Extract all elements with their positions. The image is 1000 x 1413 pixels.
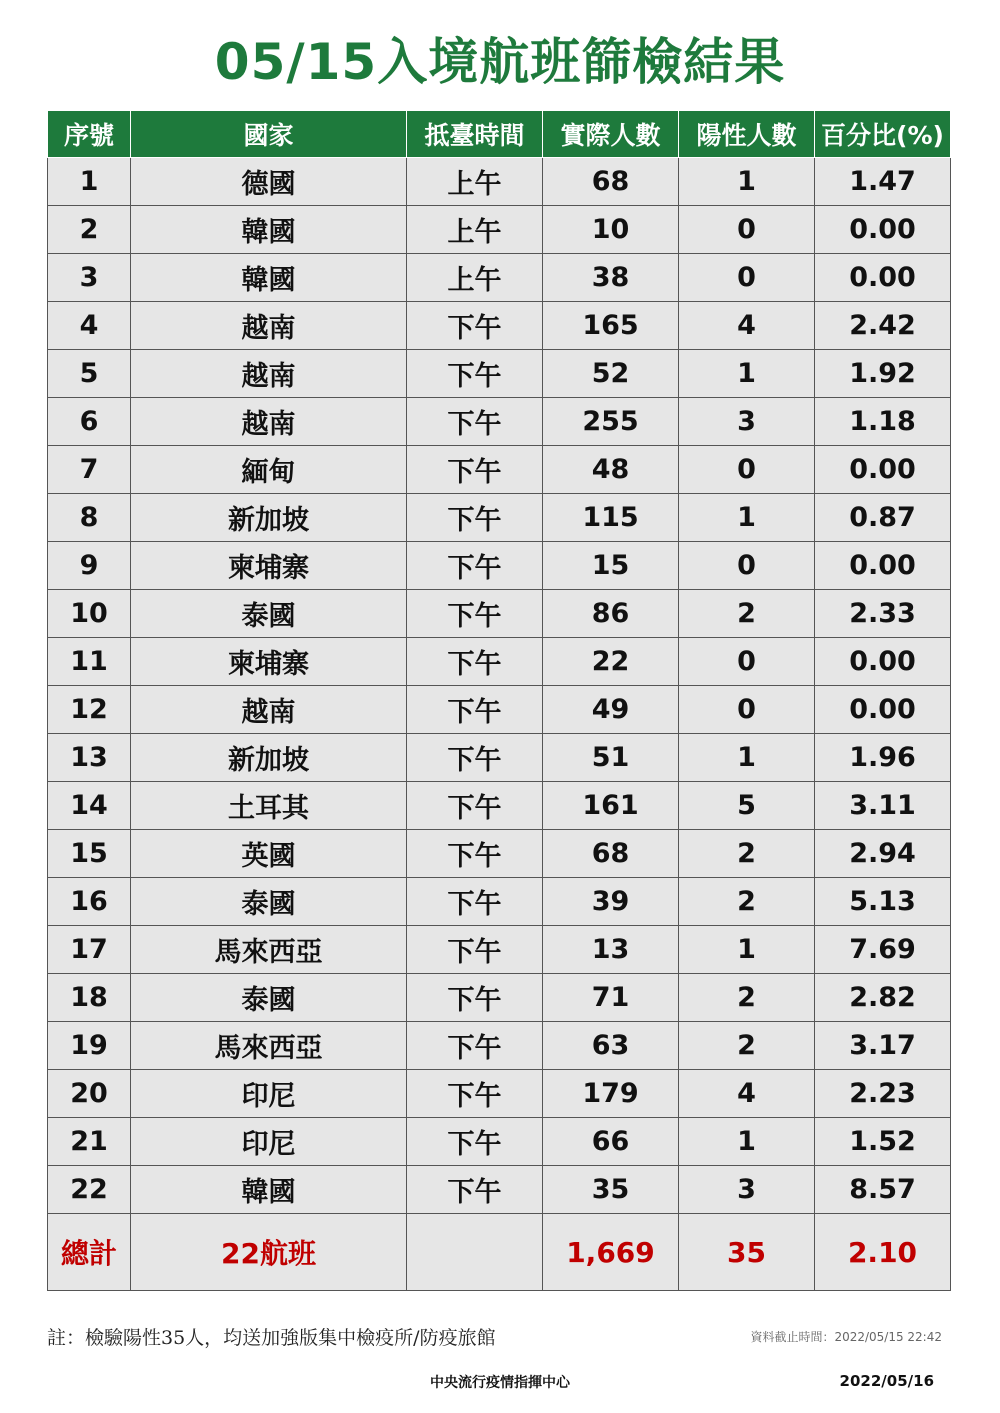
table-row	[48, 254, 951, 302]
cell-positive-count: 0	[679, 542, 815, 590]
cell-arrival-time: 下午	[407, 446, 543, 494]
table-row	[48, 734, 951, 782]
cell-percent: 1.92	[815, 350, 951, 398]
table-row	[48, 446, 951, 494]
cell-serial: 19	[48, 1022, 131, 1070]
cell-actual-count: 35	[543, 1166, 679, 1214]
cell-country: 新加坡	[131, 734, 407, 782]
cell-positive-count: 1	[679, 734, 815, 782]
cell-positive-count: 4	[679, 302, 815, 350]
cell-percent: 8.57	[815, 1166, 951, 1214]
table-row	[48, 1070, 951, 1118]
cell-serial: 13	[48, 734, 131, 782]
cell-country: 印尼	[131, 1118, 407, 1166]
cell-percent: 2.94	[815, 830, 951, 878]
cell-positive-count: 2	[679, 1022, 815, 1070]
total-percent: 2.10	[815, 1214, 951, 1291]
cell-arrival-time: 上午	[407, 158, 543, 206]
cell-percent: 0.00	[815, 542, 951, 590]
cell-positive-count: 0	[679, 206, 815, 254]
cell-percent: 1.52	[815, 1118, 951, 1166]
cell-arrival-time: 下午	[407, 686, 543, 734]
cell-arrival-time: 下午	[407, 974, 543, 1022]
cell-percent: 3.17	[815, 1022, 951, 1070]
cell-positive-count: 0	[679, 638, 815, 686]
cell-country: 緬甸	[131, 446, 407, 494]
cell-serial: 2	[48, 206, 131, 254]
table-row	[48, 926, 951, 974]
issue-date: 2022/05/16	[839, 1372, 934, 1390]
column-header-percent: 百分比(%)	[815, 111, 951, 158]
cell-country: 泰國	[131, 974, 407, 1022]
cell-positive-count: 5	[679, 782, 815, 830]
cell-actual-count: 161	[543, 782, 679, 830]
cell-percent: 1.47	[815, 158, 951, 206]
table-row	[48, 494, 951, 542]
cell-country: 越南	[131, 302, 407, 350]
cell-positive-count: 4	[679, 1070, 815, 1118]
cell-serial: 17	[48, 926, 131, 974]
cell-country: 泰國	[131, 590, 407, 638]
total-blank-cell	[407, 1214, 543, 1291]
cell-positive-count: 2	[679, 878, 815, 926]
cell-actual-count: 68	[543, 830, 679, 878]
page-title: 05/15入境航班篩檢結果	[214, 33, 786, 91]
cell-serial: 4	[48, 302, 131, 350]
cell-positive-count: 1	[679, 158, 815, 206]
cell-actual-count: 49	[543, 686, 679, 734]
cell-actual-count: 255	[543, 398, 679, 446]
table-row	[48, 686, 951, 734]
table-row	[48, 878, 951, 926]
cell-positive-count: 2	[679, 590, 815, 638]
cell-arrival-time: 下午	[407, 734, 543, 782]
cell-arrival-time: 下午	[407, 1070, 543, 1118]
cell-percent: 7.69	[815, 926, 951, 974]
cell-positive-count: 0	[679, 446, 815, 494]
footnote: 註：檢驗陽性35人，均送加強版集中檢疫所/防疫旅館	[47, 1327, 496, 1349]
cell-country: 土耳其	[131, 782, 407, 830]
cell-actual-count: 48	[543, 446, 679, 494]
cell-arrival-time: 下午	[407, 302, 543, 350]
cell-arrival-time: 下午	[407, 830, 543, 878]
cell-country: 泰國	[131, 878, 407, 926]
cell-percent: 5.13	[815, 878, 951, 926]
cell-serial: 11	[48, 638, 131, 686]
cell-arrival-time: 下午	[407, 350, 543, 398]
cell-actual-count: 13	[543, 926, 679, 974]
column-header-actual-count: 實際人數	[543, 111, 679, 158]
total-positive: 35	[679, 1214, 815, 1291]
cell-percent: 0.00	[815, 254, 951, 302]
cell-serial: 8	[48, 494, 131, 542]
total-actual: 1,669	[543, 1214, 679, 1291]
table-row	[48, 1022, 951, 1070]
cell-arrival-time: 下午	[407, 926, 543, 974]
cell-serial: 10	[48, 590, 131, 638]
total-label: 總計	[48, 1214, 131, 1291]
cell-percent: 3.11	[815, 782, 951, 830]
cell-serial: 3	[48, 254, 131, 302]
cell-arrival-time: 下午	[407, 878, 543, 926]
cell-country: 韓國	[131, 1166, 407, 1214]
cell-serial: 15	[48, 830, 131, 878]
cell-percent: 0.00	[815, 206, 951, 254]
cell-arrival-time: 上午	[407, 254, 543, 302]
cell-positive-count: 2	[679, 974, 815, 1022]
cell-positive-count: 0	[679, 254, 815, 302]
cell-arrival-time: 下午	[407, 542, 543, 590]
cell-arrival-time: 下午	[407, 398, 543, 446]
table-row	[48, 542, 951, 590]
cell-percent: 2.82	[815, 974, 951, 1022]
cell-actual-count: 52	[543, 350, 679, 398]
table-row	[48, 1118, 951, 1166]
cell-actual-count: 38	[543, 254, 679, 302]
cell-arrival-time: 下午	[407, 1166, 543, 1214]
cell-country: 新加坡	[131, 494, 407, 542]
cell-actual-count: 68	[543, 158, 679, 206]
column-header-serial: 序號	[48, 111, 131, 158]
column-header-country: 國家	[131, 111, 407, 158]
cell-country: 越南	[131, 398, 407, 446]
cell-country: 越南	[131, 350, 407, 398]
cell-arrival-time: 下午	[407, 590, 543, 638]
cell-positive-count: 3	[679, 1166, 815, 1214]
cell-country: 韓國	[131, 254, 407, 302]
cell-arrival-time: 下午	[407, 1118, 543, 1166]
table-row	[48, 638, 951, 686]
cell-actual-count: 66	[543, 1118, 679, 1166]
cell-actual-count: 22	[543, 638, 679, 686]
cell-arrival-time: 下午	[407, 638, 543, 686]
data-cutoff-time: 資料截止時間：2022/05/15 22:42	[750, 1330, 942, 1344]
cell-country: 越南	[131, 686, 407, 734]
cell-actual-count: 10	[543, 206, 679, 254]
cell-serial: 6	[48, 398, 131, 446]
cell-actual-count: 165	[543, 302, 679, 350]
cell-serial: 7	[48, 446, 131, 494]
cell-actual-count: 179	[543, 1070, 679, 1118]
cell-actual-count: 63	[543, 1022, 679, 1070]
cell-serial: 1	[48, 158, 131, 206]
cell-country: 德國	[131, 158, 407, 206]
table-row	[48, 782, 951, 830]
cell-country: 印尼	[131, 1070, 407, 1118]
column-header-positive-count: 陽性人數	[679, 111, 815, 158]
table-row	[48, 590, 951, 638]
cell-positive-count: 2	[679, 830, 815, 878]
table-row	[48, 830, 951, 878]
cell-serial: 18	[48, 974, 131, 1022]
cell-actual-count: 71	[543, 974, 679, 1022]
cell-actual-count: 39	[543, 878, 679, 926]
table-row	[48, 302, 951, 350]
table-row	[48, 206, 951, 254]
table-body	[48, 158, 951, 1214]
table-header-row	[48, 111, 951, 158]
cell-arrival-time: 上午	[407, 206, 543, 254]
screening-results-table	[47, 110, 951, 1291]
total-row	[48, 1214, 951, 1291]
cell-arrival-time: 下午	[407, 782, 543, 830]
cell-actual-count: 51	[543, 734, 679, 782]
column-header-arrival-time: 抵臺時間	[407, 111, 543, 158]
cell-country: 英國	[131, 830, 407, 878]
cell-serial: 9	[48, 542, 131, 590]
cell-serial: 14	[48, 782, 131, 830]
cell-percent: 2.42	[815, 302, 951, 350]
table-row	[48, 1166, 951, 1214]
cell-actual-count: 115	[543, 494, 679, 542]
cell-serial: 12	[48, 686, 131, 734]
table-row	[48, 974, 951, 1022]
cell-positive-count: 1	[679, 350, 815, 398]
cell-arrival-time: 下午	[407, 494, 543, 542]
cell-positive-count: 1	[679, 494, 815, 542]
cell-positive-count: 1	[679, 926, 815, 974]
cell-serial: 21	[48, 1118, 131, 1166]
table-row	[48, 398, 951, 446]
cell-percent: 0.00	[815, 686, 951, 734]
table-row	[48, 350, 951, 398]
cell-serial: 22	[48, 1166, 131, 1214]
table-row	[48, 158, 951, 206]
cell-serial: 20	[48, 1070, 131, 1118]
cell-percent: 0.00	[815, 446, 951, 494]
cell-serial: 5	[48, 350, 131, 398]
cell-actual-count: 15	[543, 542, 679, 590]
cell-positive-count: 3	[679, 398, 815, 446]
cell-percent: 1.18	[815, 398, 951, 446]
cell-percent: 0.87	[815, 494, 951, 542]
cell-arrival-time: 下午	[407, 1022, 543, 1070]
agency-name: 中央流行疫情指揮中心	[430, 1375, 570, 1391]
total-flights: 22航班	[131, 1214, 407, 1291]
cell-serial: 16	[48, 878, 131, 926]
cell-percent: 2.23	[815, 1070, 951, 1118]
cell-country: 馬來西亞	[131, 926, 407, 974]
cell-percent: 0.00	[815, 638, 951, 686]
cell-percent: 1.96	[815, 734, 951, 782]
cell-positive-count: 0	[679, 686, 815, 734]
cell-percent: 2.33	[815, 590, 951, 638]
cell-actual-count: 86	[543, 590, 679, 638]
cell-positive-count: 1	[679, 1118, 815, 1166]
cell-country: 柬埔寨	[131, 542, 407, 590]
cell-country: 韓國	[131, 206, 407, 254]
cell-country: 柬埔寨	[131, 638, 407, 686]
cell-country: 馬來西亞	[131, 1022, 407, 1070]
